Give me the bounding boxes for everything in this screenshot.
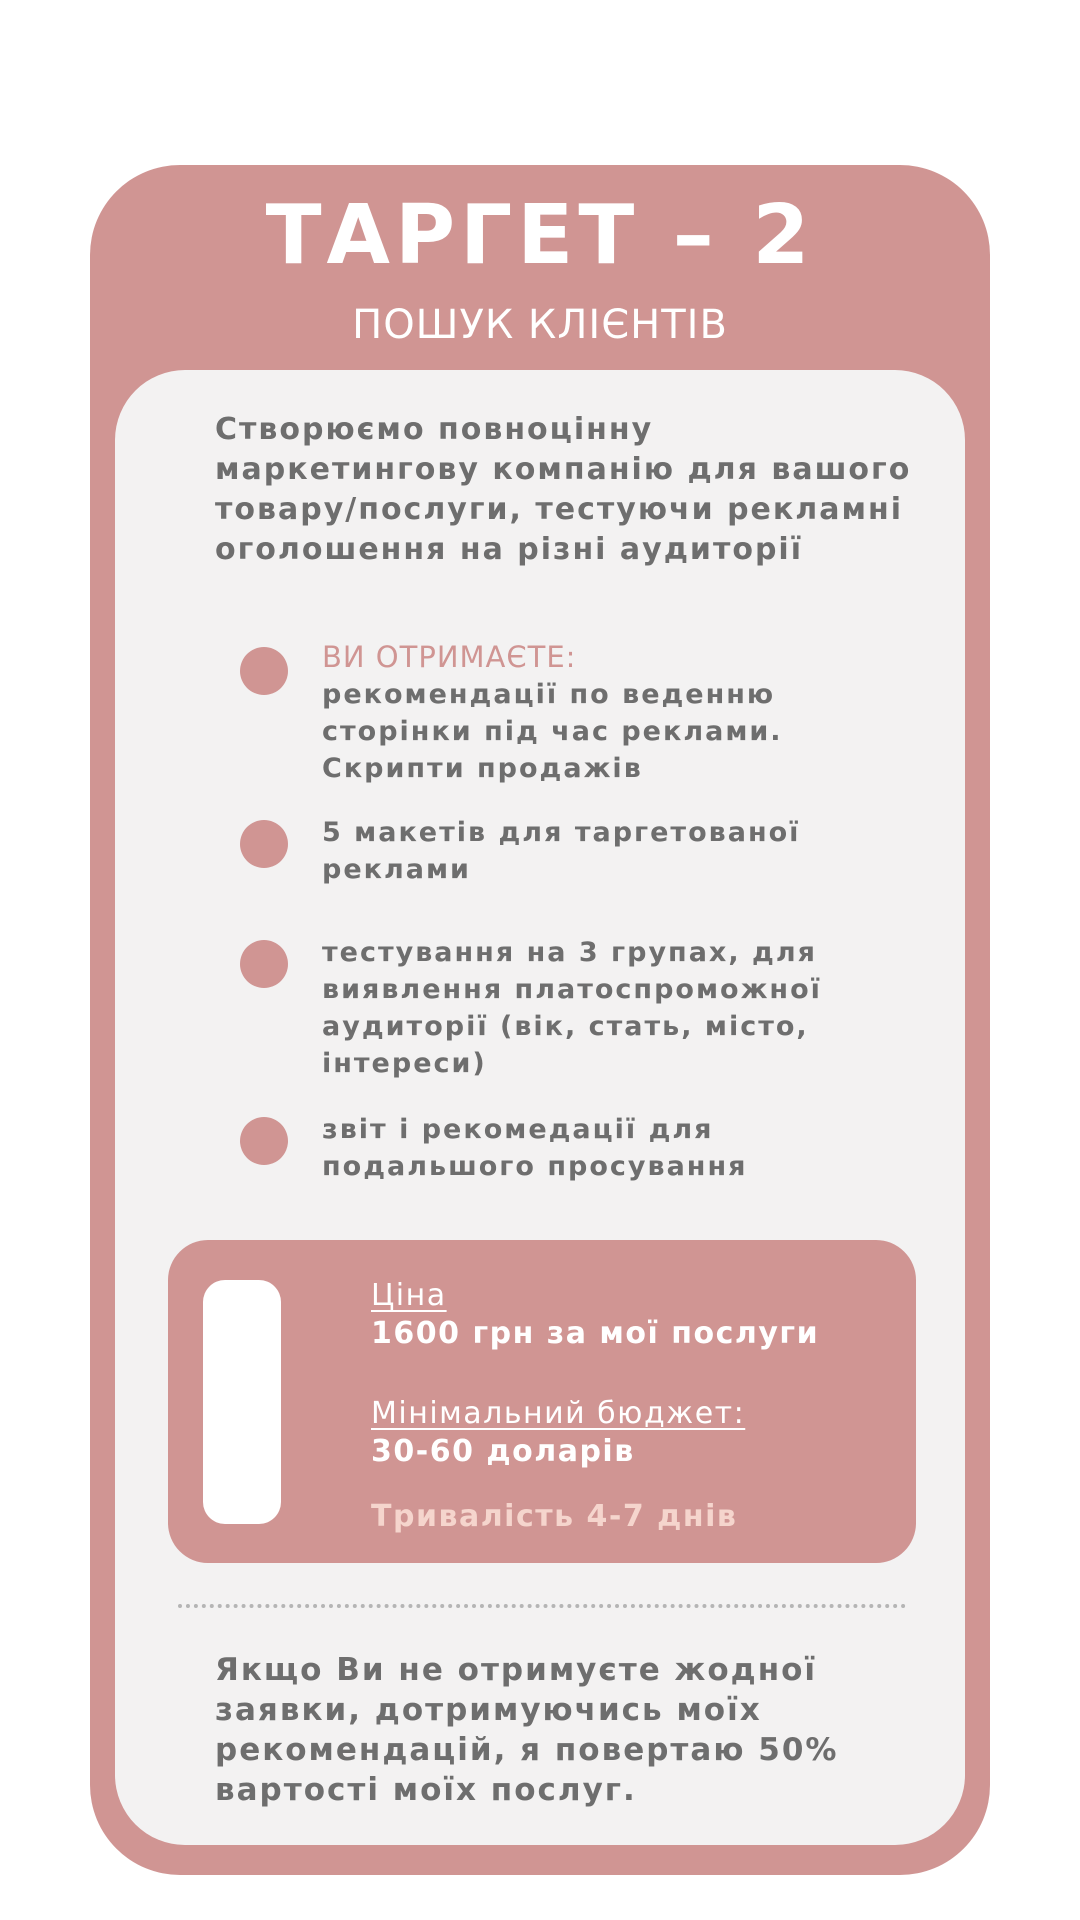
bullet-heading: ВИ ОТРИМАЄТЕ: — [322, 640, 577, 674]
pricing-box — [168, 1240, 916, 1563]
intro-text: Створюємо повноцінну маркетингову компанію для вашого товару/послуги, тестуючи рекламні оголошення на різні аудиторії — [215, 412, 912, 567]
bullet-text: 5 макетів для таргетованої реклами — [322, 817, 801, 885]
bullet-text: звіт і рекомедації для подальшого просування — [322, 1114, 748, 1182]
budget-value: 30-60 доларів — [371, 1434, 635, 1469]
bullet-dot-icon — [240, 1117, 288, 1165]
bullet-text — [322, 639, 922, 787]
price-value: 1600 грн за мої послуги — [371, 1316, 820, 1351]
bullet-body: рекомендації по веденню сторінки під час реклами. Скрипти продажів — [322, 679, 783, 784]
bullet-dot-icon — [240, 820, 288, 868]
page-title: ТАРГЕТ – 2 — [265, 188, 815, 283]
duration-text: Тривалість 4-7 днів — [371, 1499, 738, 1534]
page-subtitle: ПОШУК КЛІЄНТІВ — [352, 302, 728, 348]
bullet-text: тестування на 3 групах, для виявлення платоспроможної аудиторії (вік, стать, місто, інтереси) — [322, 937, 822, 1079]
guarantee-text: Якщо Ви не отримуєте жодної заявки, дотримуючись моїх рекомендацій, я повертаю 50% вартості моїх послуг. — [215, 1652, 839, 1808]
budget-label: Мінімальний бюджет: — [371, 1396, 746, 1431]
price-label: Ціна — [371, 1278, 447, 1313]
dotted-divider — [178, 1604, 906, 1608]
bullet-dot-icon — [240, 647, 288, 695]
decorative-pill — [203, 1280, 281, 1524]
bullet-dot-icon — [240, 940, 288, 988]
content-panel — [115, 370, 965, 1845]
